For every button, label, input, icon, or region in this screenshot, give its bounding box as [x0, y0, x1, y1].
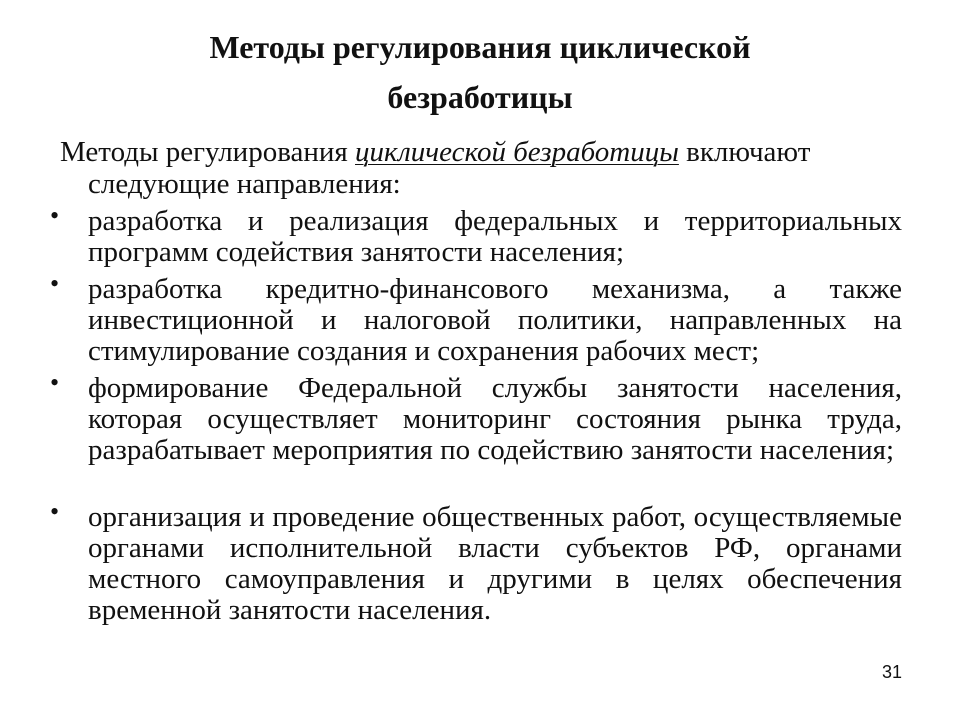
intro-paragraph [60, 136, 902, 200]
list-item [50, 201, 902, 268]
intro-text-before: Методы регулирования [60, 136, 348, 168]
page-number: 31 [881, 662, 902, 682]
bullet-text: разработка и реализация федеральных и территориальных программ содействия занятости населения; [88, 205, 902, 268]
list-item [50, 497, 902, 626]
intro-continuation: следующие направления: [88, 168, 401, 200]
bullet-text: разработка кредитно-финансового механизма, а также инвестиционной и налоговой политики, направленных на стимулирование создания и сохранения рабочих мест; [88, 273, 902, 367]
bullet-text: организация и проведение общественных работ, осуществляемые органами исполнительной власти субъектов РФ, органами местного самоуправления и другими в целях обеспечения временной занятости населения. [88, 501, 902, 626]
intro-emphasis: циклической безработицы [355, 136, 679, 168]
bullet-icon: • [50, 269, 60, 298]
bullet-icon: • [50, 497, 60, 526]
slide-title: Методы регулирования циклической безработицы [209, 29, 751, 115]
intro-text-after: включают [686, 136, 811, 168]
bullet-text: формирование Федеральной службы занятости населения, которая осуществляет мониторинг состояния рынка труда, разрабатывает мероприятия по содействию занятости населения; [88, 372, 902, 466]
list-item [50, 269, 902, 367]
bullet-icon: • [50, 368, 60, 397]
bullet-icon: • [50, 201, 60, 230]
list-item [50, 368, 902, 466]
